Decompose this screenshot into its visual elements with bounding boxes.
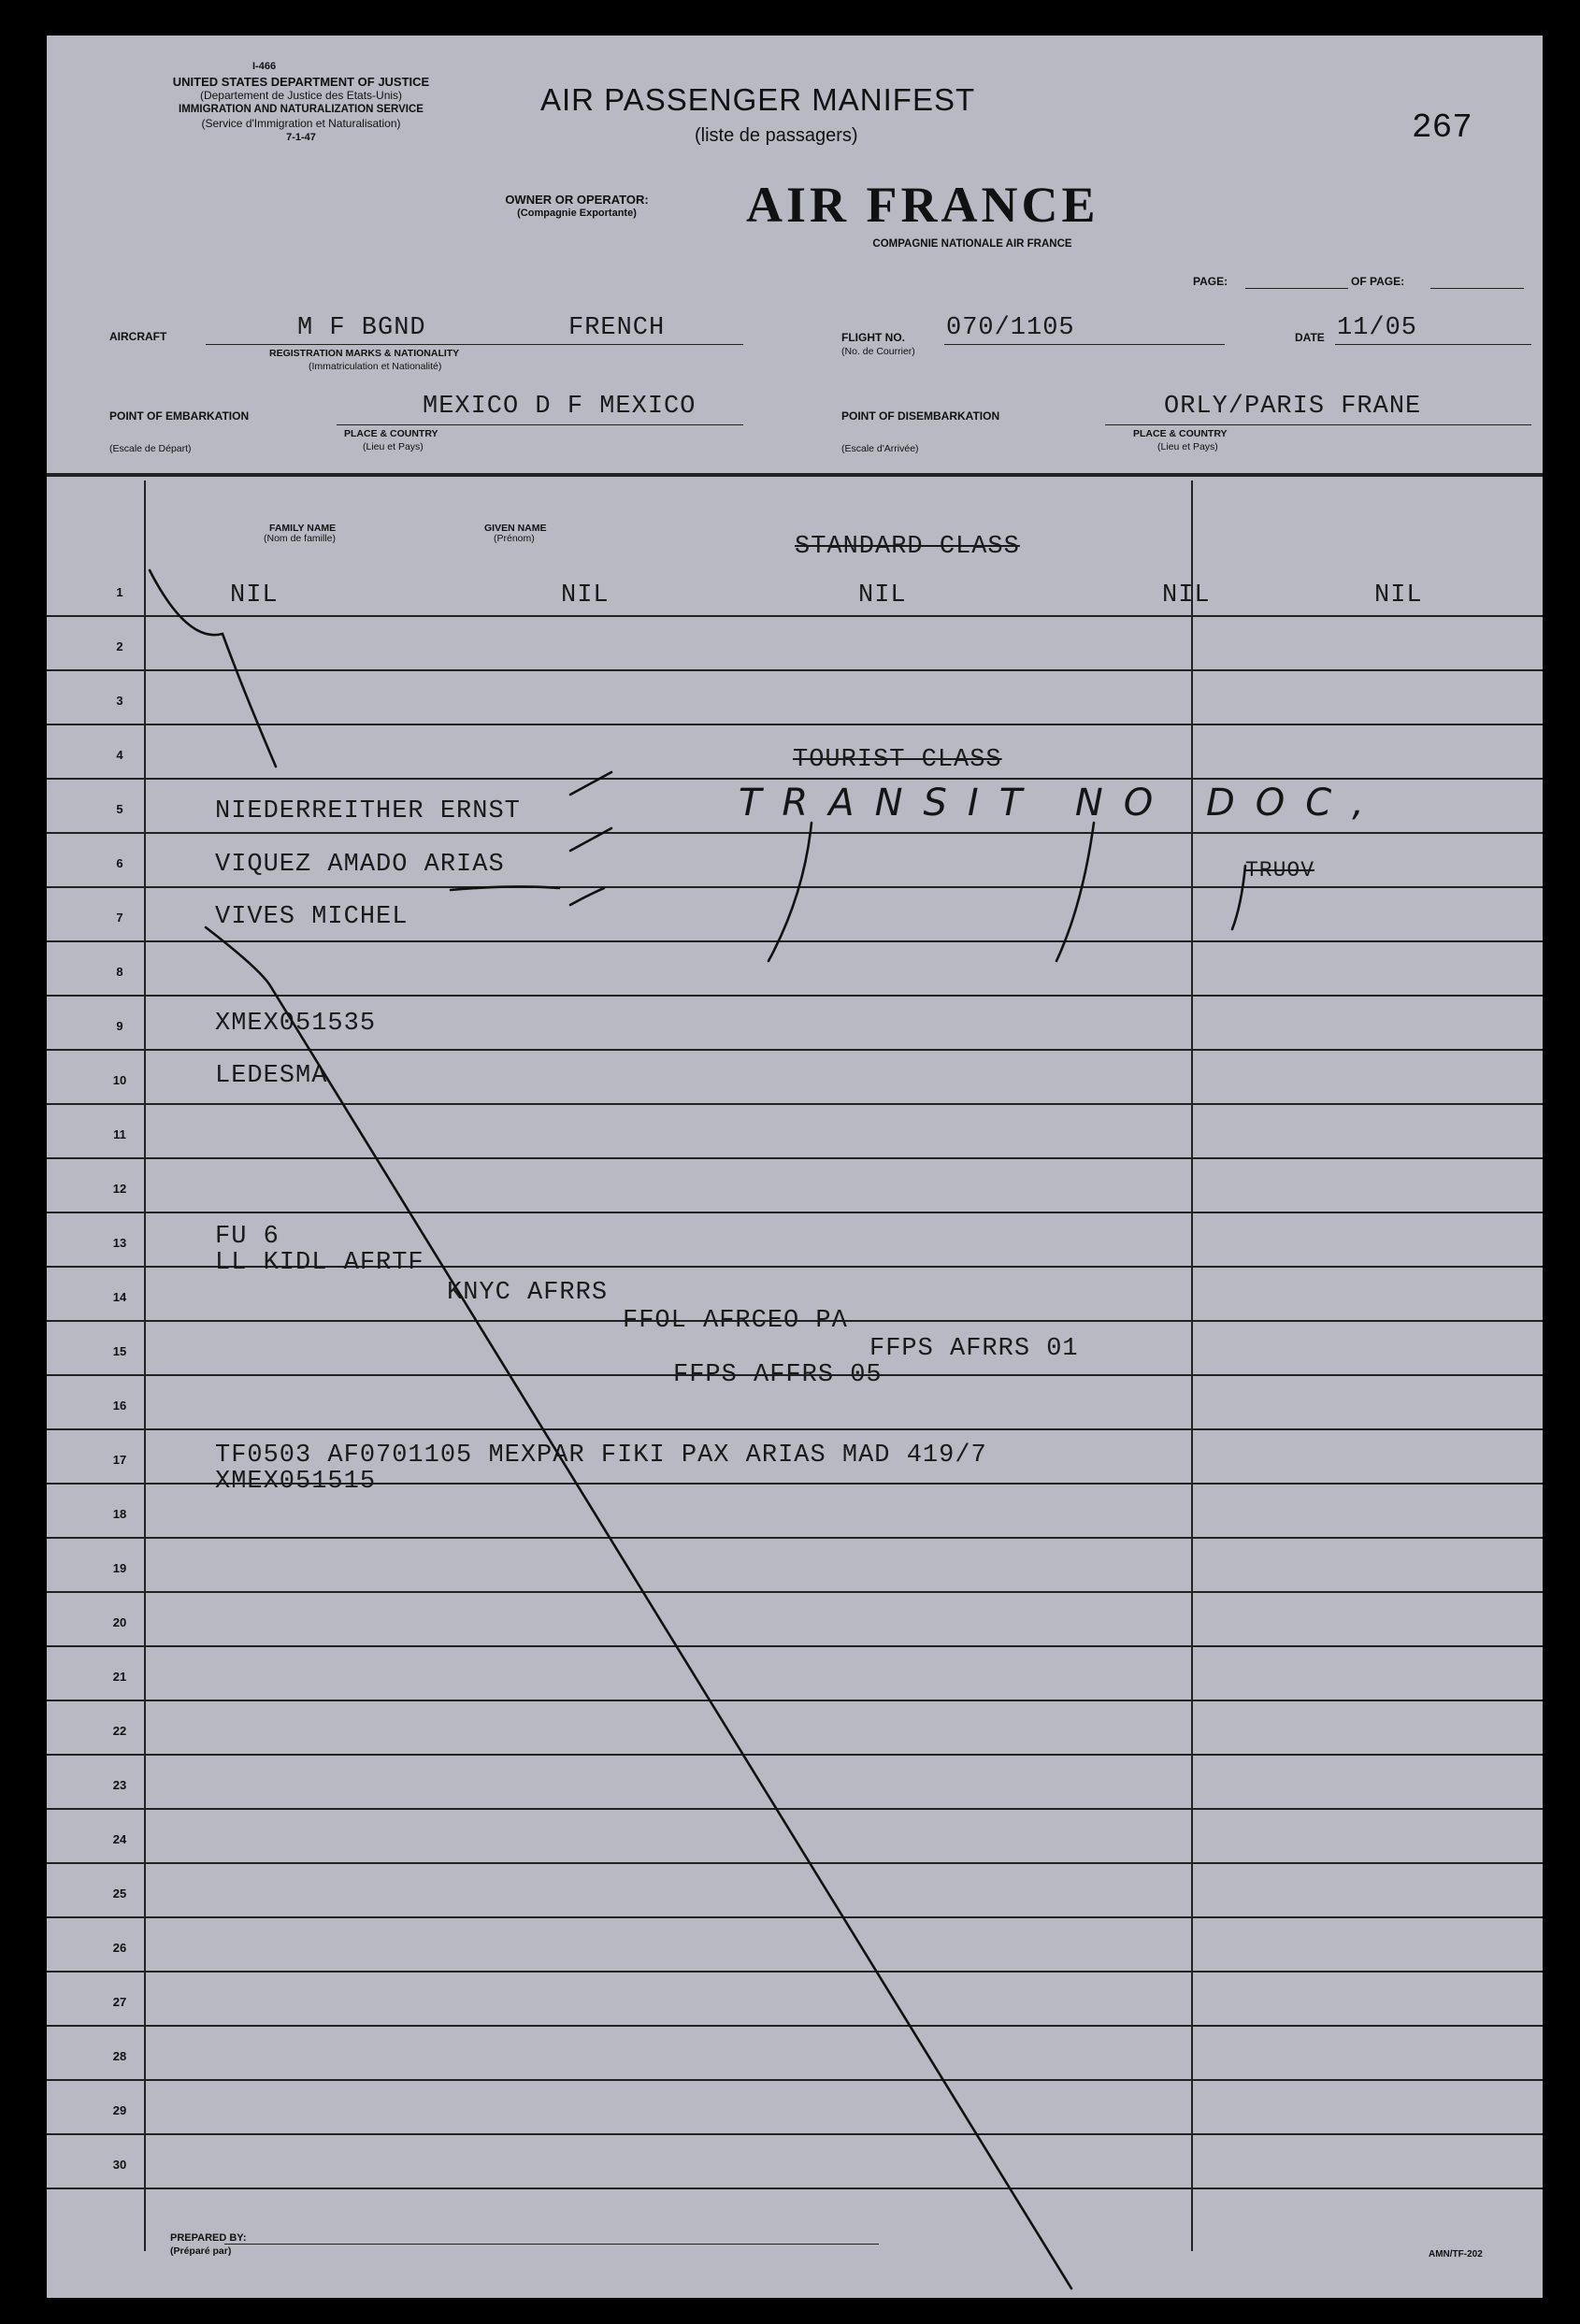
embarkation-value: MEXICO D F MEXICO	[423, 393, 697, 421]
form-number: I-466	[252, 61, 277, 72]
given-name-header: GIVEN NAME	[484, 523, 547, 534]
row-number: 27	[112, 1995, 127, 2009]
agency-line-5: 7-1-47	[286, 132, 316, 143]
agency-line-1: UNITED STATES DEPARTMENT OF JUSTICE	[172, 75, 430, 89]
flight-number: 070/1105	[946, 314, 1075, 342]
row-number: 8	[116, 965, 123, 979]
prepared-by-label: PREPARED BY:	[170, 2232, 247, 2244]
place-caption-2: PLACE & COUNTRY	[1133, 428, 1228, 439]
row-number: 12	[112, 1182, 127, 1196]
owner-label: OWNER OR OPERATOR:	[505, 193, 649, 207]
teletype-line-3: KNYC AFRRS	[447, 1279, 609, 1307]
disembarkation-sub: (Escale d'Arrivée)	[841, 443, 919, 454]
agency-line-4: (Service d'Immigration et Naturalisation)	[201, 117, 401, 130]
disembarkation-value: ORLY/PARIS FRANE	[1164, 393, 1422, 421]
row-number: 13	[112, 1236, 127, 1250]
row-number: 28	[112, 2049, 127, 2063]
truov-note: TRUOV	[1245, 858, 1315, 882]
family-name-sub: (Nom de famille)	[264, 533, 337, 544]
disembarkation-label: POINT OF DISEMBARKATION	[841, 409, 1000, 423]
row-number: 3	[116, 694, 123, 708]
prepared-by-sub: (Préparé par)	[170, 2245, 232, 2257]
page-title-sub: (liste de passagers)	[695, 125, 858, 146]
form-code: AMN/TF-202	[1429, 2249, 1483, 2259]
vertical-mark-2	[1056, 823, 1094, 961]
place-caption: PLACE & COUNTRY	[344, 428, 438, 439]
handwritten-strokes	[47, 36, 1543, 2298]
flight-label: FLIGHT NO.	[841, 331, 905, 344]
teletype-line-2: LL KIDL AFRTF	[215, 1249, 424, 1277]
row-number: 21	[112, 1670, 127, 1684]
row-number: 23	[112, 1778, 127, 1792]
vertical-mark-1	[768, 823, 812, 961]
teletype-line-1: FU 6	[215, 1223, 280, 1251]
date-label: DATE	[1295, 331, 1325, 344]
nil-2: NIL	[561, 581, 610, 610]
manifest-sheet	[47, 36, 1543, 2298]
row-number: 26	[112, 1941, 127, 1955]
passenger-3: VIVES MICHEL	[215, 903, 409, 931]
aircraft-label: AIRCRAFT	[109, 330, 167, 343]
tick-mark-3	[570, 888, 604, 905]
prepared-by-line	[224, 2244, 879, 2245]
teletype-line-5: FFPS AFRRS 01	[869, 1335, 1079, 1363]
diagonal-strike-main	[206, 927, 1071, 2288]
page-stamp: 267	[1412, 108, 1472, 147]
row-number: 24	[112, 1832, 127, 1846]
aircraft-registration: M F BGND	[297, 314, 426, 342]
tick-mark-1	[570, 772, 611, 795]
passenger-1: NIEDERREITHER ERNST	[215, 797, 521, 825]
row-number: 22	[112, 1724, 127, 1738]
tick-mark-2	[570, 828, 611, 851]
page-label: PAGE:	[1193, 275, 1228, 288]
row-number: 5	[116, 802, 123, 816]
flight-sub: (No. de Courrier)	[841, 346, 915, 357]
teletype-line-4: FFOL AFRCEO PA	[623, 1307, 848, 1335]
underline-mark	[451, 886, 559, 890]
row-number: 16	[112, 1399, 127, 1413]
place-caption-sub: (Lieu et Pays)	[363, 441, 424, 452]
airline-sub: COMPAGNIE NATIONALE AIR FRANCE	[872, 238, 1072, 250]
aircraft-nationality: FRENCH	[568, 314, 666, 342]
passenger-2: VIQUEZ AMADO ARIAS	[215, 851, 505, 879]
row-number: 15	[112, 1344, 127, 1358]
page-title: AIR PASSENGER MANIFEST	[540, 82, 976, 117]
row-number: 7	[116, 911, 123, 925]
ledesma-entry: LEDESMA	[215, 1062, 328, 1090]
row-number: 2	[116, 639, 123, 653]
row-number: 11	[113, 1127, 126, 1141]
agency-line-2: (Departement de Justice des Etats-Unis)	[199, 89, 403, 102]
row-number: 29	[112, 2103, 127, 2117]
handwritten-transit-note: TRANSIT NO DOC,	[739, 782, 1385, 825]
row-number: 1	[116, 585, 123, 599]
teletype-line-8: XMEX051515	[215, 1468, 377, 1496]
nil-4: NIL	[1162, 581, 1211, 610]
owner-sub: (Compagnie Exportante)	[517, 208, 637, 219]
row-number: 30	[112, 2158, 127, 2172]
row-number: 20	[112, 1615, 127, 1629]
nil-5: NIL	[1374, 581, 1423, 610]
row-number: 25	[112, 1886, 127, 1901]
row-number: 10	[112, 1073, 127, 1087]
diagonal-strike-top	[150, 570, 276, 767]
row-number: 4	[116, 748, 123, 762]
registration-caption: REGISTRATION MARKS & NATIONALITY	[269, 348, 460, 359]
place-caption-2-sub: (Lieu et Pays)	[1157, 441, 1218, 452]
embarkation-label: POINT OF EMBARKATION	[109, 409, 250, 423]
given-name-sub: (Prénom)	[494, 533, 535, 544]
row-number: 17	[112, 1453, 127, 1467]
of-page-label: OF PAGE:	[1351, 275, 1405, 288]
airline-name: AIR FRANCE	[746, 177, 1099, 233]
family-name-header: FAMILY NAME	[269, 523, 337, 534]
row-number: 19	[112, 1561, 127, 1575]
row-number: 9	[116, 1019, 123, 1033]
nil-1: NIL	[230, 581, 279, 610]
standard-class-heading: STANDARD CLASS	[795, 533, 1020, 561]
reference-number-1: XMEX051535	[215, 1010, 377, 1038]
registration-caption-sub: (Immatriculation et Nationalité)	[309, 361, 442, 372]
row-number: 18	[112, 1507, 127, 1521]
agency-line-3: IMMIGRATION AND NATURALIZATION SERVICE	[179, 104, 424, 115]
tourist-class-heading: TOURIST CLASS	[793, 746, 1002, 774]
vertical-mark-3	[1232, 866, 1245, 929]
nil-3: NIL	[858, 581, 907, 610]
embarkation-sub: (Escale de Départ)	[109, 443, 192, 454]
teletype-line-7: TF0503 AF0701105 MEXPAR FIKI PAX ARIAS MAD 419/7	[215, 1442, 987, 1470]
date-value: 11/05	[1337, 314, 1418, 342]
row-number: 14	[112, 1290, 127, 1304]
teletype-line-6: FFPS AFFRS 05	[673, 1361, 883, 1389]
row-number: 6	[116, 856, 123, 870]
